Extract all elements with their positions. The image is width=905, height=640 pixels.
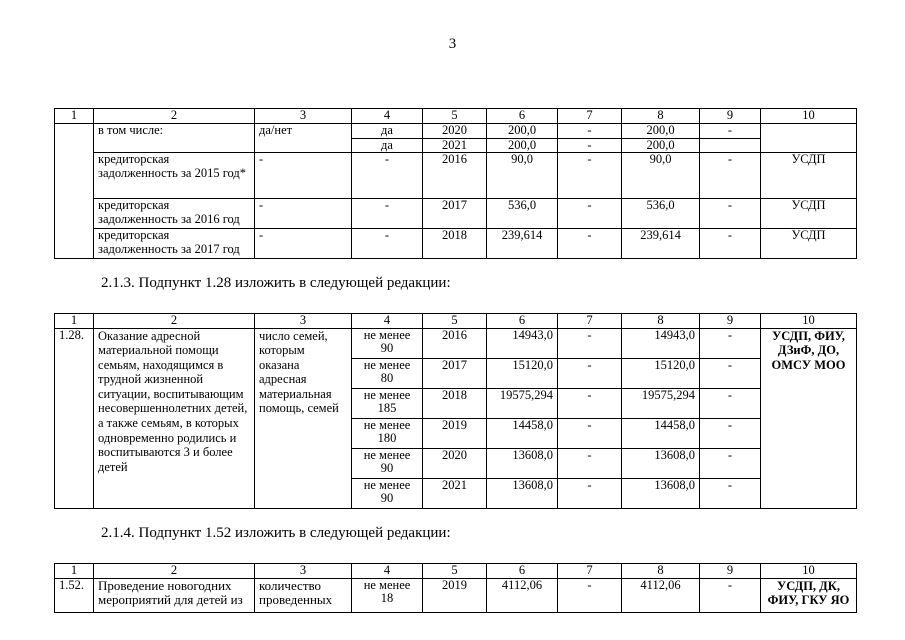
column-header-row bbox=[55, 314, 857, 329]
cell-amount: 239,614 bbox=[487, 229, 558, 259]
cell-name: кредиторская задолженность за 2017 год bbox=[94, 229, 255, 259]
cell-year: 2020 bbox=[423, 123, 487, 138]
cell-col7: - bbox=[558, 388, 622, 418]
cell-executor: УСДП bbox=[761, 229, 857, 259]
cell-name: Оказание адресной материальной помощи семьям, находящимся в трудной жизненной ситуации, воспитывающим несовершеннолетних детей, а также семьям, в которых одновременно родились и воспитываются 3 и более детей bbox=[94, 328, 255, 508]
cell-col7: - bbox=[558, 199, 622, 229]
cell-amount: 200,0 bbox=[487, 123, 558, 138]
col-header: 8 bbox=[622, 314, 700, 329]
cell-amount-total: 13608,0 bbox=[622, 478, 700, 508]
col-header: 7 bbox=[558, 109, 622, 124]
cell-col9: - bbox=[700, 229, 761, 259]
cell-col9: - bbox=[700, 328, 761, 358]
cell-year: 2016 bbox=[423, 328, 487, 358]
cell-amount-total: 536,0 bbox=[622, 199, 700, 229]
cell-amount-total: 239,614 bbox=[622, 229, 700, 259]
col-header: 5 bbox=[423, 314, 487, 329]
cell-col9: - bbox=[700, 388, 761, 418]
cell-col7: - bbox=[558, 358, 622, 388]
col-header: 4 bbox=[352, 109, 423, 124]
col-header: 10 bbox=[761, 314, 857, 329]
cell-indicator: - bbox=[255, 153, 352, 199]
cell-amount-total: 14458,0 bbox=[622, 418, 700, 448]
cell-col7: - bbox=[558, 578, 622, 612]
cell-target: да bbox=[352, 138, 423, 153]
col-header: 9 bbox=[700, 109, 761, 124]
cell-col7: - bbox=[558, 138, 622, 153]
cell-amount-total: 4112,06 bbox=[622, 578, 700, 612]
col-header: 10 bbox=[761, 564, 857, 579]
cell-executor: УСДП, ДК, ФИУ, ГКУ ЯО bbox=[761, 578, 857, 612]
col-header: 6 bbox=[487, 564, 558, 579]
col-header: 5 bbox=[423, 564, 487, 579]
cell-year: 2019 bbox=[423, 418, 487, 448]
cell-amount-total: 200,0 bbox=[622, 123, 700, 138]
cell-target: не менее 180 bbox=[352, 418, 423, 448]
col-header: 10 bbox=[761, 109, 857, 124]
table-row bbox=[55, 123, 857, 138]
col-header: 2 bbox=[94, 109, 255, 124]
cell-name: кредиторская задолженность за 2016 год bbox=[94, 199, 255, 229]
cell-amount: 14943,0 bbox=[487, 328, 558, 358]
col-header: 4 bbox=[352, 564, 423, 579]
cell-amount-total: 19575,294 bbox=[622, 388, 700, 418]
cell-target: да bbox=[352, 123, 423, 138]
cell-year: 2019 bbox=[423, 578, 487, 612]
cell-amount: 19575,294 bbox=[487, 388, 558, 418]
cell-amount-total: 200,0 bbox=[622, 138, 700, 153]
cell-name: кредиторская задолженность за 2015 год* bbox=[94, 153, 255, 199]
cell-year: 2017 bbox=[423, 199, 487, 229]
cell-col9: - bbox=[700, 478, 761, 508]
cell-amount: 536,0 bbox=[487, 199, 558, 229]
cell-amount-total: 14943,0 bbox=[622, 328, 700, 358]
cell-target: не менее 90 bbox=[352, 448, 423, 478]
table-row bbox=[55, 229, 857, 259]
table-row bbox=[55, 328, 857, 358]
table-row bbox=[55, 578, 857, 612]
cell-col9: - bbox=[700, 123, 761, 138]
cell-item-number: 1.28. bbox=[55, 328, 94, 508]
cell-amount-total: 13608,0 bbox=[622, 448, 700, 478]
cell-amount: 200,0 bbox=[487, 138, 558, 153]
cell-target: - bbox=[352, 153, 423, 199]
col-header: 8 bbox=[622, 109, 700, 124]
cell-col7: - bbox=[558, 328, 622, 358]
cell-year: 2017 bbox=[423, 358, 487, 388]
cell-target: не менее 90 bbox=[352, 328, 423, 358]
cell-amount: 14458,0 bbox=[487, 418, 558, 448]
cell-executor: УСДП bbox=[761, 153, 857, 199]
cell-col9: - bbox=[700, 358, 761, 388]
table-row bbox=[55, 199, 857, 229]
cell-col9: - bbox=[700, 153, 761, 199]
cell-col7: - bbox=[558, 448, 622, 478]
col-header: 7 bbox=[558, 314, 622, 329]
empty-cell bbox=[55, 123, 94, 259]
cell-col7: - bbox=[558, 229, 622, 259]
cell-col9: - bbox=[700, 199, 761, 229]
col-header: 3 bbox=[255, 314, 352, 329]
cell-amount: 15120,0 bbox=[487, 358, 558, 388]
table-item-1-52 bbox=[54, 563, 857, 613]
cell-amount: 90,0 bbox=[487, 153, 558, 199]
cell-target: не менее 80 bbox=[352, 358, 423, 388]
col-header: 3 bbox=[255, 564, 352, 579]
cell-year: 2021 bbox=[423, 138, 487, 153]
cell-indicator: число семей, которым оказана адресная материальная помощь, семей bbox=[255, 328, 352, 508]
cell-year: 2016 bbox=[423, 153, 487, 199]
cell-year: 2018 bbox=[423, 388, 487, 418]
table-item-1-28 bbox=[54, 313, 857, 509]
col-header: 1 bbox=[55, 314, 94, 329]
cell-col7: - bbox=[558, 418, 622, 448]
cell-indicator: количество проведенных bbox=[255, 578, 352, 612]
col-header: 3 bbox=[255, 109, 352, 124]
cell-year: 2021 bbox=[423, 478, 487, 508]
cell-executor bbox=[761, 123, 857, 153]
cell-indicator: - bbox=[255, 199, 352, 229]
col-header: 1 bbox=[55, 564, 94, 579]
cell-indicator: да/нет bbox=[255, 123, 352, 153]
table-row bbox=[55, 153, 857, 199]
cell-amount-total: 15120,0 bbox=[622, 358, 700, 388]
col-header: 5 bbox=[423, 109, 487, 124]
cell-col7: - bbox=[558, 478, 622, 508]
col-header: 6 bbox=[487, 109, 558, 124]
cell-amount: 4112,06 bbox=[487, 578, 558, 612]
col-header: 8 bbox=[622, 564, 700, 579]
cell-target: - bbox=[352, 199, 423, 229]
col-header: 9 bbox=[700, 314, 761, 329]
cell-executor: УСДП, ФИУ, ДЗиФ, ДО, ОМСУ МОО bbox=[761, 328, 857, 508]
cell-amount: 13608,0 bbox=[487, 478, 558, 508]
cell-executor: УСДП bbox=[761, 199, 857, 229]
col-header: 1 bbox=[55, 109, 94, 124]
col-header: 6 bbox=[487, 314, 558, 329]
cell-col7: - bbox=[558, 123, 622, 138]
section-heading-2-1-4: 2.1.4. Подпункт 1.52 изложить в следующей редакции: bbox=[101, 525, 451, 541]
cell-item-number: 1.52. bbox=[55, 578, 94, 612]
cell-target: не менее 18 bbox=[352, 578, 423, 612]
col-header: 2 bbox=[94, 314, 255, 329]
col-header: 9 bbox=[700, 564, 761, 579]
column-header-row bbox=[55, 564, 857, 579]
col-header: 4 bbox=[352, 314, 423, 329]
cell-target: - bbox=[352, 229, 423, 259]
cell-amount-total: 90,0 bbox=[622, 153, 700, 199]
page-number: 3 bbox=[448, 36, 457, 52]
cell-year: 2018 bbox=[423, 229, 487, 259]
cell-name: в том числе: bbox=[94, 123, 255, 153]
cell-target: не менее 90 bbox=[352, 478, 423, 508]
cell-year: 2020 bbox=[423, 448, 487, 478]
cell-col9: - bbox=[700, 578, 761, 612]
cell-amount: 13608,0 bbox=[487, 448, 558, 478]
cell-col9 bbox=[700, 138, 761, 153]
table-continuation bbox=[54, 108, 857, 259]
section-heading-2-1-3: 2.1.3. Подпункт 1.28 изложить в следующей редакции: bbox=[101, 275, 451, 291]
cell-col9: - bbox=[700, 418, 761, 448]
cell-col9: - bbox=[700, 448, 761, 478]
column-header-row bbox=[55, 109, 857, 124]
cell-name: Проведение новогодних мероприятий для детей из bbox=[94, 578, 255, 612]
col-header: 2 bbox=[94, 564, 255, 579]
cell-indicator: - bbox=[255, 229, 352, 259]
col-header: 7 bbox=[558, 564, 622, 579]
cell-col7: - bbox=[558, 153, 622, 199]
cell-target: не менее 185 bbox=[352, 388, 423, 418]
